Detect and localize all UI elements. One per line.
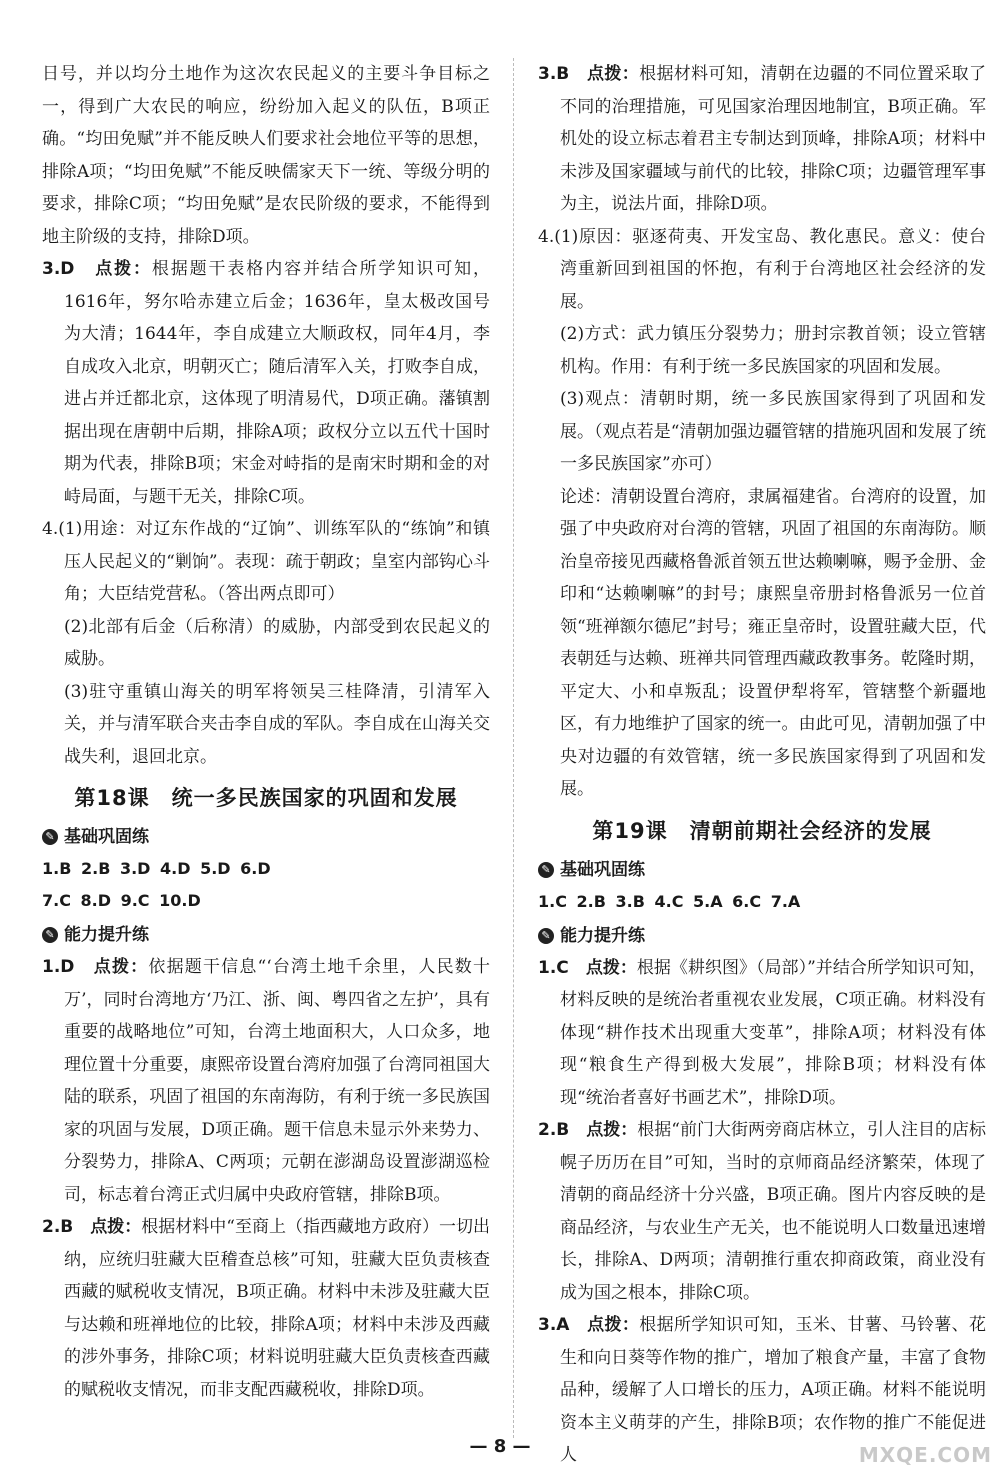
- answer-4-essay: 论述：清朝设置台湾府，隶属福建省。台湾府的设置，加强了中央政府对台湾的管辖，巩固了祖国的东南海防。顺治皇帝接见西藏格鲁派首领五世达赖喇嘛，赐予金册、金印和“达赖喇嘛”的封号；康熙皇帝册封格鲁派另一位首领“班禅额尔德尼”封号；雍正皇帝时，设置驻藏大臣，代表朝廷与达赖、班禅共同管理西藏政教事务。乾隆时期，平定大、小和卓叛乱；设置伊犁将军，管辖整个新疆地区，有力地维护了国家的统一。由此可见，清朝加强了中央对边疆的有效管辖，统一多民族国家得到了巩固和发展。: [560, 486, 986, 799]
- answer-number: 3.D: [42, 259, 75, 279]
- answer-number: 3.B: [538, 64, 570, 84]
- advanced-practice-label: 能力提升练: [560, 925, 645, 946]
- column-divider: [513, 58, 514, 1438]
- answer-number: 1.C: [538, 957, 569, 978]
- hint-tag: 点拨：: [585, 957, 637, 978]
- answer-number: 3.A: [538, 1315, 570, 1335]
- hint-tag: 点拨：: [90, 1217, 142, 1237]
- lesson-18-answer-2: [42, 1211, 490, 1406]
- lesson-18-title: 第18课 统一多民族国家的巩固和发展: [74, 786, 458, 810]
- answer-key-row-2: 7.C 8.D 9.C 10.D: [42, 891, 201, 910]
- answer-text: 根据材料可知，清朝在边疆的不同位置采取了不同的治理措施，可见国家治理因地制宜，B项正确。军机处的设立标志着君主专制达到顶峰，排除A项；材料中未涉及国家疆域与前代的比较，排除C项；边疆管理军事为主，说法片面，排除D项。: [560, 64, 987, 214]
- answer-3: [538, 58, 986, 221]
- advanced-practice-heading: [42, 919, 490, 951]
- hint-tag: 点拨：: [586, 1120, 638, 1140]
- continuation-paragraph: 日号，并以均分土地作为这次农民起义的主要斗争目标之一，得到广大农民的响应，纷纷加入起义的队伍，B项正确。“均田免赋”并不能反映人们要求社会地位平等的思想，排除A项；“均田免赋”不能反映儒家天下一统、等级分明的要求，排除C项；“均田免赋”是农民阶级的要求，不能得到地主阶级的支持，排除D项。: [42, 64, 490, 247]
- answer-text: 根据《耕织图》（局部）”并结合所学知识可知，材料反映的是统治者重视农业发展，C项正确。材料没有体现“耕作技术出现重大变革”，排除A项；材料没有体现“粮食生产得到极大发展”，排除B项；材料没有体现“统治者喜好书画艺术”，排除D项。: [560, 957, 986, 1108]
- advanced-practice-label: 能力提升练: [64, 925, 149, 945]
- basic-practice-label: 基础巩固练: [560, 859, 645, 880]
- answer-text: 根据材料中“至商上（指西藏地方政府）一切出纳，应统归驻藏大臣稽查总核”可知，驻藏大臣负责核查西藏的赋税收支情况，B项正确。材料中未涉及驻藏大臣与达赖和班禅地位的比较，排除A项；材料中未涉及西藏的涉外事务，排除C项；材料说明驻藏大臣负责核查西藏的赋税收支情况，而非支配西藏税收，排除D项。: [64, 1217, 491, 1400]
- answer-key-row-1: 1.C 2.B 3.B 4.C 5.A 6.C 7.A: [538, 891, 801, 911]
- answer-4-part-3: (3)观点：清朝时期，统一多民族国家得到了巩固和发展。（观点若是“清朝加强边疆管辖的措施巩固和发展了统一多民族国家”亦可）: [560, 389, 986, 474]
- answer-4-part-3: (3)驻守重镇山海关的明军将领吴三桂降清，引清军入关，并与清军联合夹击李自成的军队。李自成在山海关交战失利，退回北京。: [64, 681, 490, 767]
- hint-tag: 点拨：: [95, 259, 152, 279]
- lesson-19-answer-1: [538, 952, 986, 1115]
- answer-text: 依据题干信息“‘台湾土地千余里，人民数十万’，同时台湾地方‘乃江、浙、闽、粤四省之左护’，具有重要的战略地位”可知，台湾土地面积大，人口众多，地理位置十分重要，康熙帝设置台湾府加强了台湾同祖国大陆的联系，巩固了祖国的东南海防，有利于统一多民族国家的巩固与发展，D项正确。题干信息未显示外来势力、分裂势力，排除A、C两项；元朝在澎湖岛设置澎湖巡检司，标志着台湾正式归属中央政府管辖，排除B项。: [64, 957, 490, 1205]
- page-number: — 8 —: [469, 1436, 531, 1457]
- answer-number: 2.B: [42, 1217, 74, 1237]
- basic-practice-heading: [538, 854, 986, 886]
- hint-tag: 点拨：: [587, 1315, 640, 1335]
- answer-4-part-2: (2)北部有后金（后称清）的威胁，内部受到农民起义的威胁。: [64, 616, 490, 669]
- answer-text: 根据题干表格内容并结合所学知识可知，1616年，努尔哈赤建立后金；1636年，皇太极改国号为大清；1644年，李自成建立大顺政权，同年4月，李自成攻入北京，明朝灭亡；随后清军入关，打败李自成，进占并迁都北京，这体现了明清易代，D项正确。藩镇割据出现在唐朝中后期，排除A项；政权分立以五代十国时期为代表，排除B项；宋金对峙指的是南宋时期和金的对峙局面，与题干无关，排除C项。: [64, 259, 490, 507]
- answer-number: 2.B: [538, 1120, 570, 1140]
- answer-key-row-1: 1.B 2.B 3.D 4.D 5.D 6.D: [42, 859, 271, 878]
- site-watermark: MXQE.COM: [858, 1443, 992, 1467]
- answer-3: [42, 253, 490, 513]
- lesson-18-answer-1: [42, 951, 490, 1211]
- basic-practice-label: 基础巩固练: [64, 827, 149, 847]
- advanced-practice-heading: [538, 920, 986, 952]
- pencil-icon: ✎: [42, 829, 58, 845]
- lesson-19-title: 第19课 清朝前期社会经济的发展: [592, 818, 932, 843]
- answer-4-part-1: 4.(1)用途：对辽东作战的“辽饷”、训练军队的“练饷”和镇压人民起义的“剿饷”。表现：疏于朝政；皇室内部钩心斗角；大臣结党营私。（答出两点即可）: [42, 519, 490, 604]
- right-column: [538, 58, 986, 1472]
- answer-text: 根据“前门大街两旁商店林立，引人注目的店标幌子历历在目”可知，当时的京师商品经济繁荣，体现了清朝的商品经济十分兴盛，B项正确。图片内容反映的是商品经济，与农业生产无关，也不能说明人口数量迅速增长，排除A、D两项；清朝推行重农抑商政策，商业没有成为国之根本，排除C项。: [560, 1120, 987, 1303]
- hint-tag: 点拨：: [586, 64, 640, 84]
- hint-tag: 点拨：: [93, 957, 149, 977]
- basic-practice-heading: [42, 821, 490, 853]
- answer-4-part-1: 4.(1)原因：驱逐荷夷、开发宝岛、教化惠民。意义：使台湾重新回到祖国的怀抱，有利于台湾地区社会经济的发展。: [538, 226, 986, 312]
- answer-4-part-2: (2)方式：武力镇压分裂势力；册封宗教首领；设立管辖机构。作用：有利于统一多民族国家的巩固和发展。: [560, 324, 986, 377]
- left-column: [42, 58, 490, 1406]
- lesson-19-answer-2: [538, 1114, 986, 1309]
- pencil-icon: ✎: [42, 927, 58, 943]
- pencil-icon: ✎: [538, 928, 554, 944]
- pencil-icon: ✎: [538, 862, 554, 878]
- answer-number: 1.D: [42, 957, 75, 977]
- answer-text: 根据所学知识可知，玉米、甘薯、马铃薯、花生和向日葵等作物的推广，增加了粮食产量，丰富了食物品种，缓解了人口增长的压力，A项正确。材料不能说明资本主义萌芽的产生，排除B项；农作物的推广不能促进人: [560, 1315, 987, 1465]
